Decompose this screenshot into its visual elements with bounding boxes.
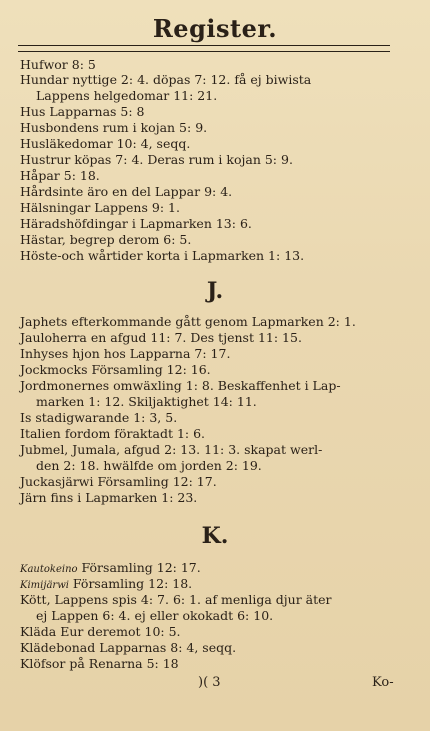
entry-kautokeino <box>20 561 410 577</box>
entry-husbondens: Husbondens rum i kojan 5: 9. <box>20 120 208 135</box>
entry-japhets: Japhets efterkommande gått genom Lapmarken 2: 1. <box>20 314 356 329</box>
entry-klada: Kläda Eur deremot 10: 5. <box>20 624 181 639</box>
entry-hus: Hus Lapparnas 5: 8 <box>20 104 145 119</box>
entry-jordmonernes: Jordmonernes omwäxling 1: 8. Beskaffenhet i Lap- <box>20 378 341 393</box>
entry-hoste: Höste-och wårtider korta i Lapmarken 1: 13. <box>20 248 305 263</box>
entry-hundar: Hundar nyttige 2: 4. döpas 7: 12. få ej biwista <box>20 72 312 87</box>
entry-inhyses: Inhyses hjon hos Lapparna 7: 17. <box>20 346 231 361</box>
title-rule-thin <box>18 51 390 52</box>
entry-jubmel: Jubmel, Jumala, afgud 2: 13. 11: 3. skapat werl- <box>20 442 323 457</box>
entry-jauloherra: Jauloherra en afgud 11: 7. Des tjenst 11: 15. <box>20 330 302 345</box>
signature-mark: )( 3 <box>198 675 221 690</box>
entry-jordmonernes-cont: marken 1: 12. Skiljaktighet 14: 11. <box>36 394 257 409</box>
entry-kladebonad: Klädebonad Lapparnas 8: 4, seqq. <box>20 640 237 655</box>
entry-hustrur: Hustrur köpas 7: 4. Deras rum i kojan 5: 9. <box>20 152 293 167</box>
entry-klofsor: Klöfsor på Renarna 5: 18 <box>20 656 179 671</box>
entry-kimijarwi-name: Kimijärwi <box>20 580 69 591</box>
entry-kott: Kött, Lappens spis 4: 7. 6: 1. af menliga djur äter <box>20 592 332 607</box>
entry-hapar: Håpar 5: 18. <box>20 168 100 183</box>
title-rule-thick <box>18 45 390 46</box>
entry-kott-cont: ej Lappen 6: 4. ej eller okokadt 6: 10. <box>36 608 274 623</box>
entry-hufwor: Hufwor 8: 5 <box>20 57 96 72</box>
entry-hastar: Hästar, begrep derom 6: 5. <box>20 232 192 247</box>
entry-haradshofdingar: Häradshöfdingar i Lapmarken 13: 6. <box>20 216 252 231</box>
page-title: Register. <box>152 14 278 43</box>
entry-kautokeino-name: Kautokeino <box>20 564 78 575</box>
entry-jubmel-cont: den 2: 18. hwälfde om jorden 2: 19. <box>36 458 262 473</box>
entry-italien: Italien fordom föraktadt 1: 6. <box>20 426 206 441</box>
section-letter-k: K. <box>201 523 229 549</box>
entry-halsningar: Hälsningar Lappens 9: 1. <box>20 200 180 215</box>
entry-jockmocks: Jockmocks Församling 12: 16. <box>20 362 211 377</box>
entry-hardsinte: Hårdsinte äro en del Lappar 9: 4. <box>20 184 233 199</box>
catchword: Ko- <box>372 675 394 690</box>
entry-juckasjarwi: Juckasjärwi Församling 12: 17. <box>20 474 217 489</box>
section-letter-j: J. <box>206 278 224 304</box>
entry-huslakedomar: Husläkedomar 10: 4, seqq. <box>20 136 191 151</box>
entry-kimijarwi <box>20 577 410 593</box>
entry-hundar-cont: Lappens helgedomar 11: 21. <box>36 88 218 103</box>
entry-is: Is stadigwarande 1: 3, 5. <box>20 410 178 425</box>
entry-kautokeino-text: Församling 12: 17. <box>77 560 201 575</box>
entry-jarn: Järn fins i Lapmarken 1: 23. <box>20 490 198 505</box>
entry-kimijarwi-text: Församling 12: 18. <box>68 576 193 591</box>
